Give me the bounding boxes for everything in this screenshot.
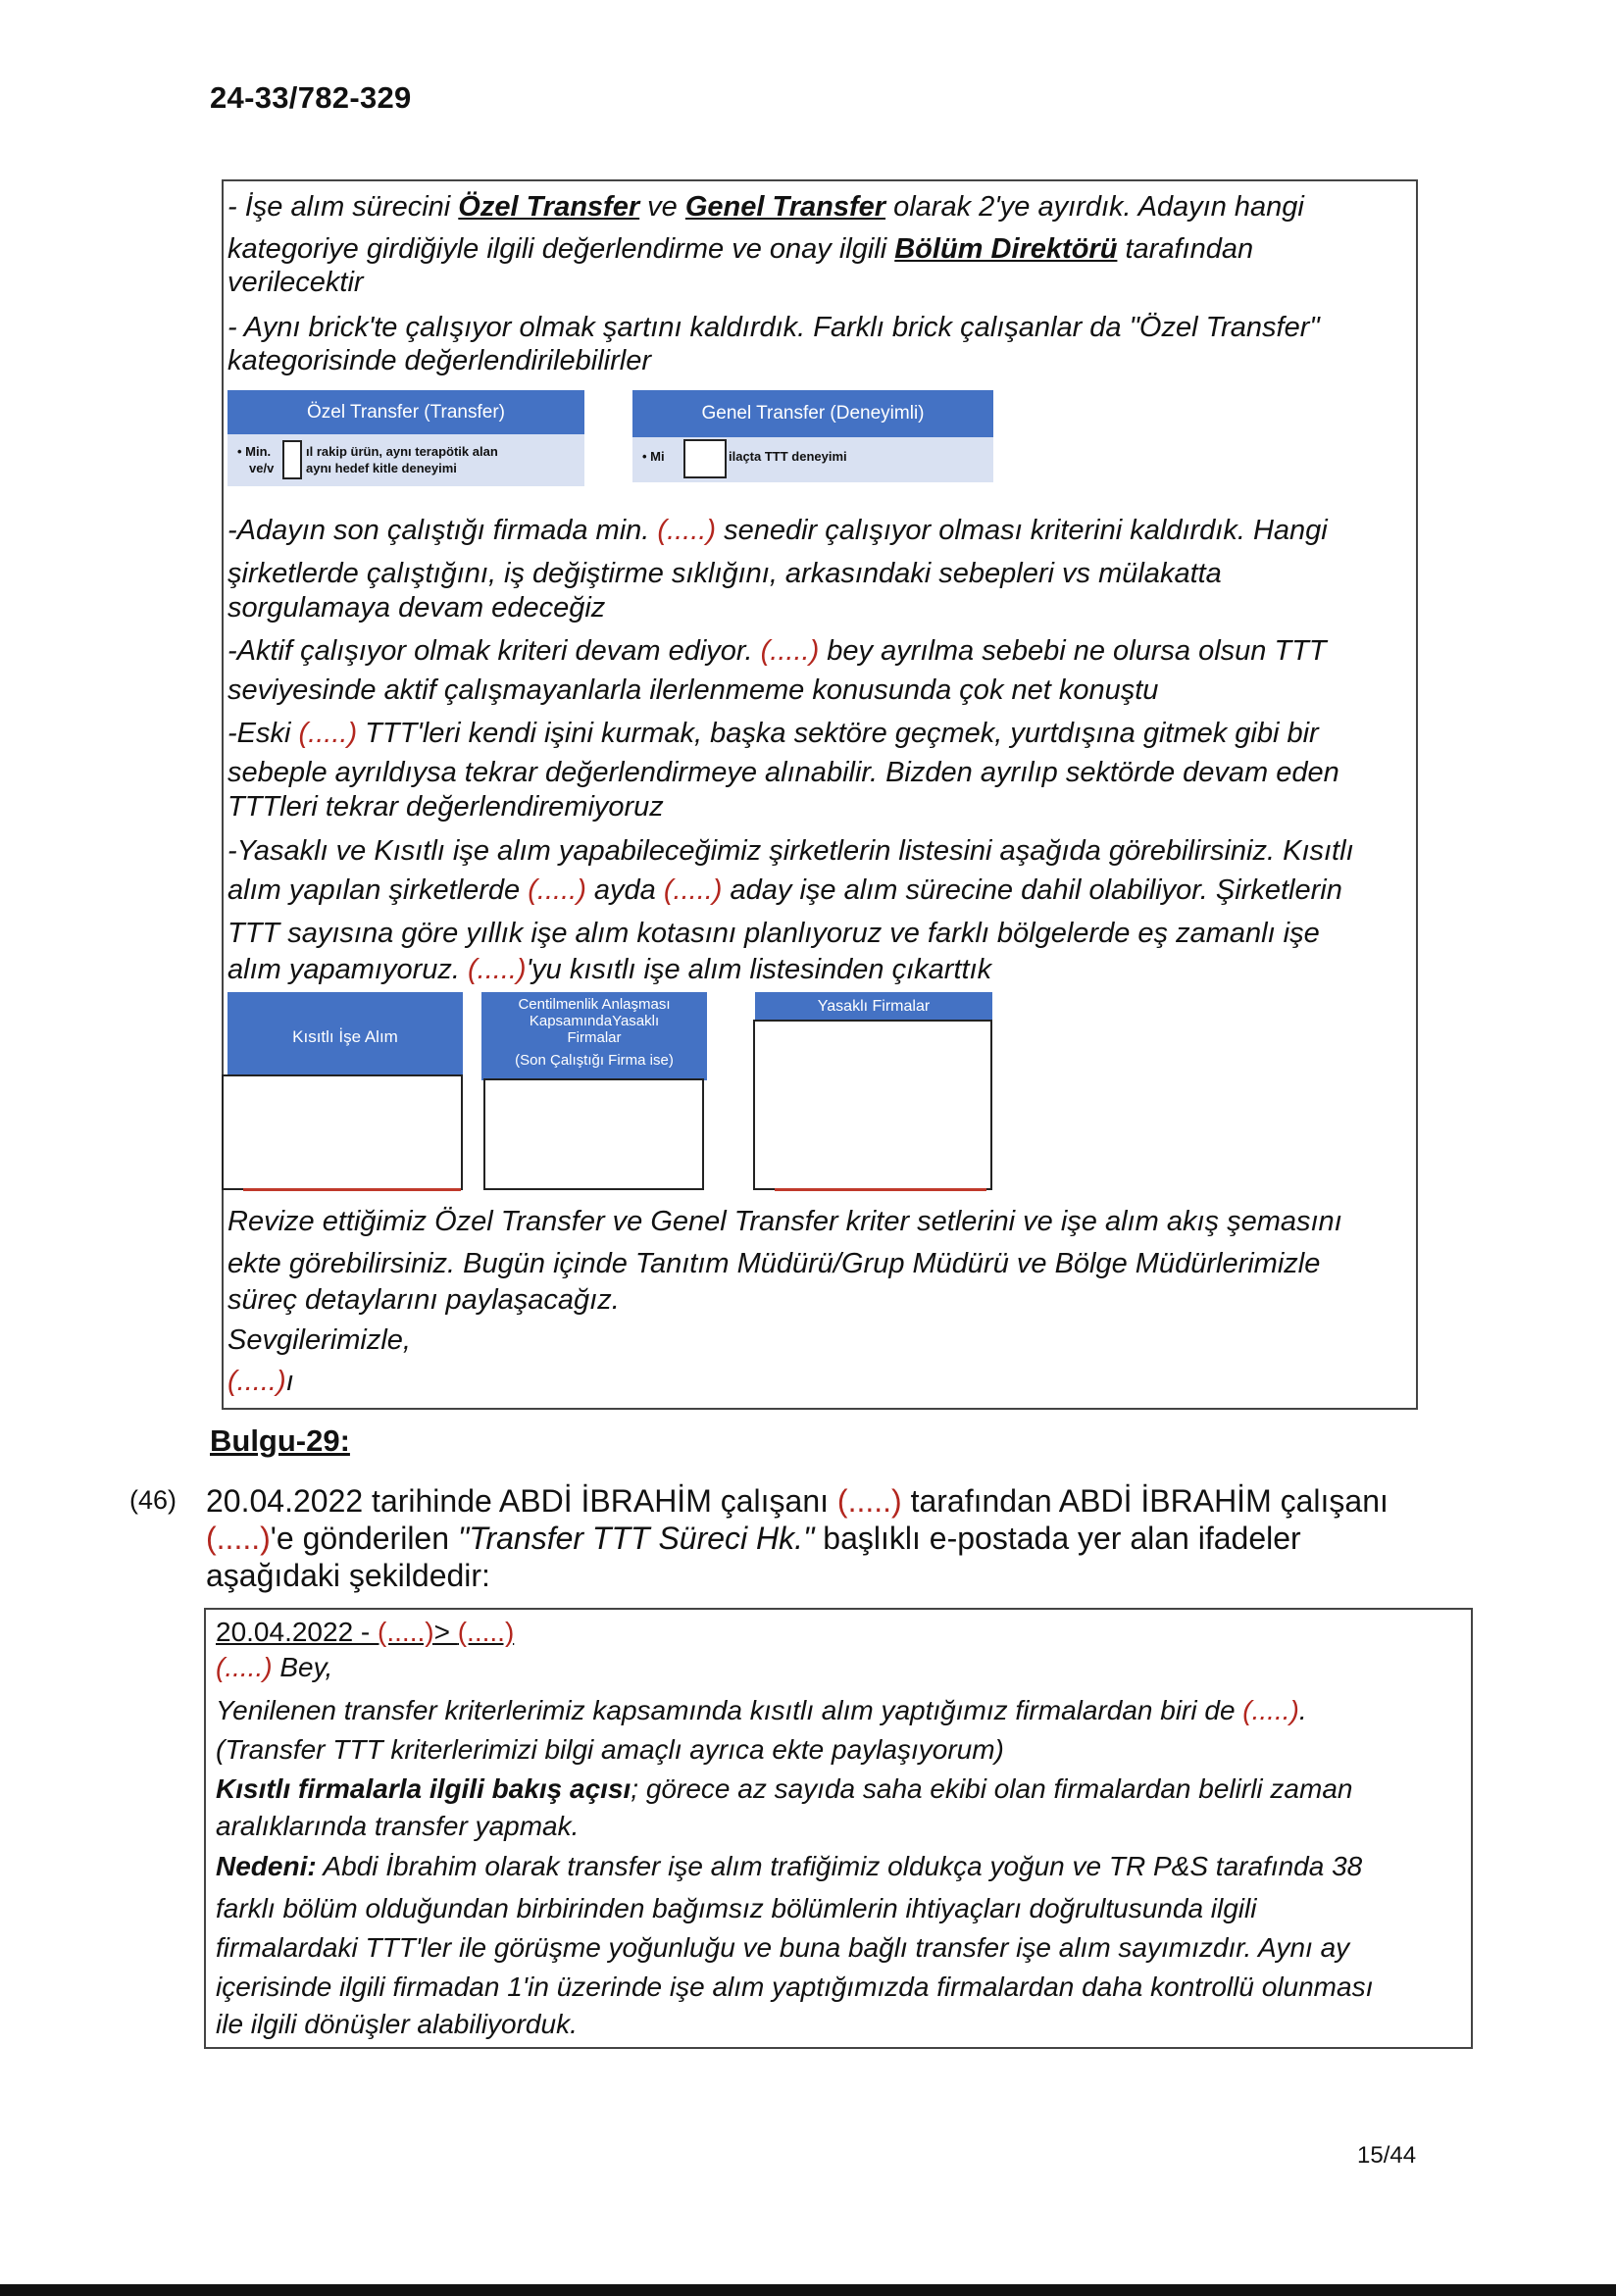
box1-line-4: - Aynı brick'te çalışıyor olmak şartını kaldırdık. Farklı brick çalışanlar da "Özel Transfer": [227, 312, 1320, 343]
redaction-box: [683, 439, 727, 478]
box2-line-3: (Transfer TTT kriterlerimizi bilgi amaçlı ayrıca ekte paylaşıyorum): [216, 1734, 1004, 1765]
yasakli-firmalar-header: Yasaklı Firmalar: [755, 992, 992, 1022]
centilmenlik-line-4: (Son Çalıştığı Firma ise): [515, 1052, 674, 1069]
box1-line-17: alım yapamıyoruz. (.....)'yu kısıtlı işe alım listesinden çıkarttık: [227, 954, 992, 985]
centilmenlik-line-2: KapsamındaYasaklı: [529, 1013, 660, 1029]
box1-line-3: verilecektir: [227, 267, 364, 298]
page-number: 15/44: [1357, 2142, 1417, 2169]
redaction-box: [282, 440, 302, 479]
centilmenlik-line-3: Firmalar: [567, 1029, 622, 1046]
box1-line-19: ekte görebilirsiniz. Bugün içinde Tanıtım Müdürü/Grup Müdürü ve Bölge Müdürlerimizle: [227, 1248, 1321, 1279]
box1-line-11: -Eski (.....) TTT'leri kendi işini kurmak, başka sektöre geçmek, yurtdışına gitmek gibi bir: [227, 718, 1319, 749]
box1-line-7: şirketlerde çalıştığını, iş değiştirme sıklığını, arkasındaki sebepleri vs mülakatta: [227, 558, 1222, 589]
box2-line-1: (.....) Bey,: [216, 1652, 333, 1682]
email-header-line: 20.04.2022 - (.....)> (.....): [216, 1617, 515, 1647]
ozel-bullet-a: • Min.: [237, 444, 272, 459]
box1-line-16: TTT sayısına göre yıllık işe alım kotasını planlıyoruz ve farklı bölgelerde eş zamanlı işe: [227, 918, 1320, 949]
ozel-transfer-title: Özel Transfer (Transfer): [227, 390, 584, 434]
ozel-bullet-b: ıl rakip ürün, aynı terapötik alan: [306, 444, 498, 459]
box2-line-6: Nedeni: Abdi İbrahim olarak transfer işe alım trafiğimiz oldukça yoğun ve TR P&S tarafında 38: [216, 1851, 1363, 1881]
box1-line-12: sebeple ayrıldıysa tekrar değerlendirmeye alınabilir. Bizden ayrılıp sektörde devam eden: [227, 757, 1339, 788]
box2-line-9: içerisinde ilgili firmadan 1'in üzerinde işe alım yaptığımızda firmalardan daha kontrollü olunması: [216, 1972, 1374, 2002]
genel-bullet-a: • Mi: [642, 449, 665, 464]
ozel-bullet-c: ve/v: [249, 461, 275, 475]
box2-line-5: aralıklarında transfer yapmak.: [216, 1811, 580, 1841]
box2-line-7: farklı bölüm olduğundan birbirinden bağımsız bölümlerin ihtiyaçları doğrultusunda ilgili: [216, 1893, 1257, 1923]
document-number: 24-33/782-329: [210, 80, 412, 115]
ozel-transfer-criteria: [227, 434, 584, 486]
box2-line-2: Yenilenen transfer kriterlerimiz kapsamında kısıtlı alım yaptığımız firmalardan biri de (.....).: [216, 1695, 1307, 1725]
box1-line-8: sorgulamaya devam edeceğiz: [227, 592, 606, 624]
centilmenlik-header: [481, 992, 707, 1080]
paragraph-line-3: aşağıdaki şekildedir:: [206, 1558, 490, 1593]
box1-line-9: -Aktif çalışıyor olmak kriteri devam ediyor. (.....) bey ayrılma sebebi ne olursa olsun TTT: [227, 635, 1327, 667]
box2-line-8: firmalardaki TTT'ler ile görüşme yoğunluğu ve buna bağlı transfer işe alım sayımızdır. Aynı ay: [216, 1932, 1350, 1963]
scan-edge: [0, 2284, 1616, 2296]
yasakli-list-redaction: [753, 1020, 992, 1190]
genel-bullet-b: ilaçta TTT deneyimi: [729, 449, 847, 464]
genel-transfer-title: Genel Transfer (Deneyimli): [632, 390, 993, 437]
box1-line-14: -Yasaklı ve Kısıtlı işe alım yapabileceğimiz şirketlerin listesini aşağıda görebilirsiniz. Kısıtlı: [227, 835, 1354, 867]
box1-line-1: - İşe alım sürecini Özel Transfer ve Genel Transfer olarak 2'ye ayırdık. Adayın hangi: [227, 191, 1304, 223]
box1-line-6: -Adayın son çalıştığı firmada min. (.....) senedir çalışıyor olması kriterini kaldırdık. Hangi: [227, 515, 1328, 546]
centilmenlik-line-1: Centilmenlik Anlaşması: [518, 996, 671, 1013]
box1-line-20: süreç detaylarını paylaşacağız.: [227, 1284, 620, 1316]
box2-line-4: Kısıtlı firmalarla ilgili bakış açısı; görece az sayıda saha ekibi olan firmalardan belirli zaman: [216, 1773, 1353, 1804]
section-heading: Bulgu-29:: [210, 1423, 350, 1458]
genel-transfer-criteria: [632, 437, 993, 482]
centilmenlik-list-redaction: [483, 1078, 704, 1190]
box1-line-2: kategoriye girdiğiyle ilgili değerlendirme ve onay ilgili Bölüm Direktörü tarafından: [227, 233, 1254, 265]
box1-line-22: (.....)ı: [227, 1366, 294, 1397]
box1-line-5: kategorisinde değerlendirilebilirler: [227, 345, 652, 376]
kisitli-list-redaction: [222, 1074, 463, 1190]
paragraph-line-2: (.....)'e gönderilen "Transfer TTT Süreci Hk." başlıklı e-postada yer alan ifadeler: [206, 1521, 1301, 1556]
genel-transfer-panel: [632, 390, 993, 482]
red-underline: [243, 1188, 461, 1191]
box1-line-10: seviyesinde aktif çalışmayanlarla ilerlenmeme konusunda çok net konuştu: [227, 674, 1159, 706]
ozel-bullet-d: aynı hedef kitle deneyimi: [306, 461, 457, 475]
box1-line-15: alım yapılan şirketlerde (.....) ayda (.....) aday işe alım sürecine dahil olabiliyor. Şirketlerin: [227, 874, 1342, 906]
box1-line-18: Revize ettiğimiz Özel Transfer ve Genel Transfer kriter setlerini ve işe alım akış şemasını: [227, 1206, 1342, 1237]
box2-line-10: ile ilgili dönüşler alabiliyorduk.: [216, 2009, 578, 2039]
red-underline: [775, 1188, 986, 1191]
paragraph-number: (46): [129, 1485, 177, 1515]
kisitli-ise-alim-header: Kısıtlı İşe Alım: [227, 992, 463, 1082]
box1-line-21: Sevgilerimizle,: [227, 1324, 411, 1356]
box1-line-13: TTTleri tekrar değerlendiremiyoruz: [227, 791, 664, 823]
ozel-transfer-panel: [227, 390, 584, 486]
paragraph-line-1: 20.04.2022 tarihinde ABDİ İBRAHİM çalışanı (.....) tarafından ABDİ İBRAHİM çalışanı: [206, 1483, 1389, 1519]
